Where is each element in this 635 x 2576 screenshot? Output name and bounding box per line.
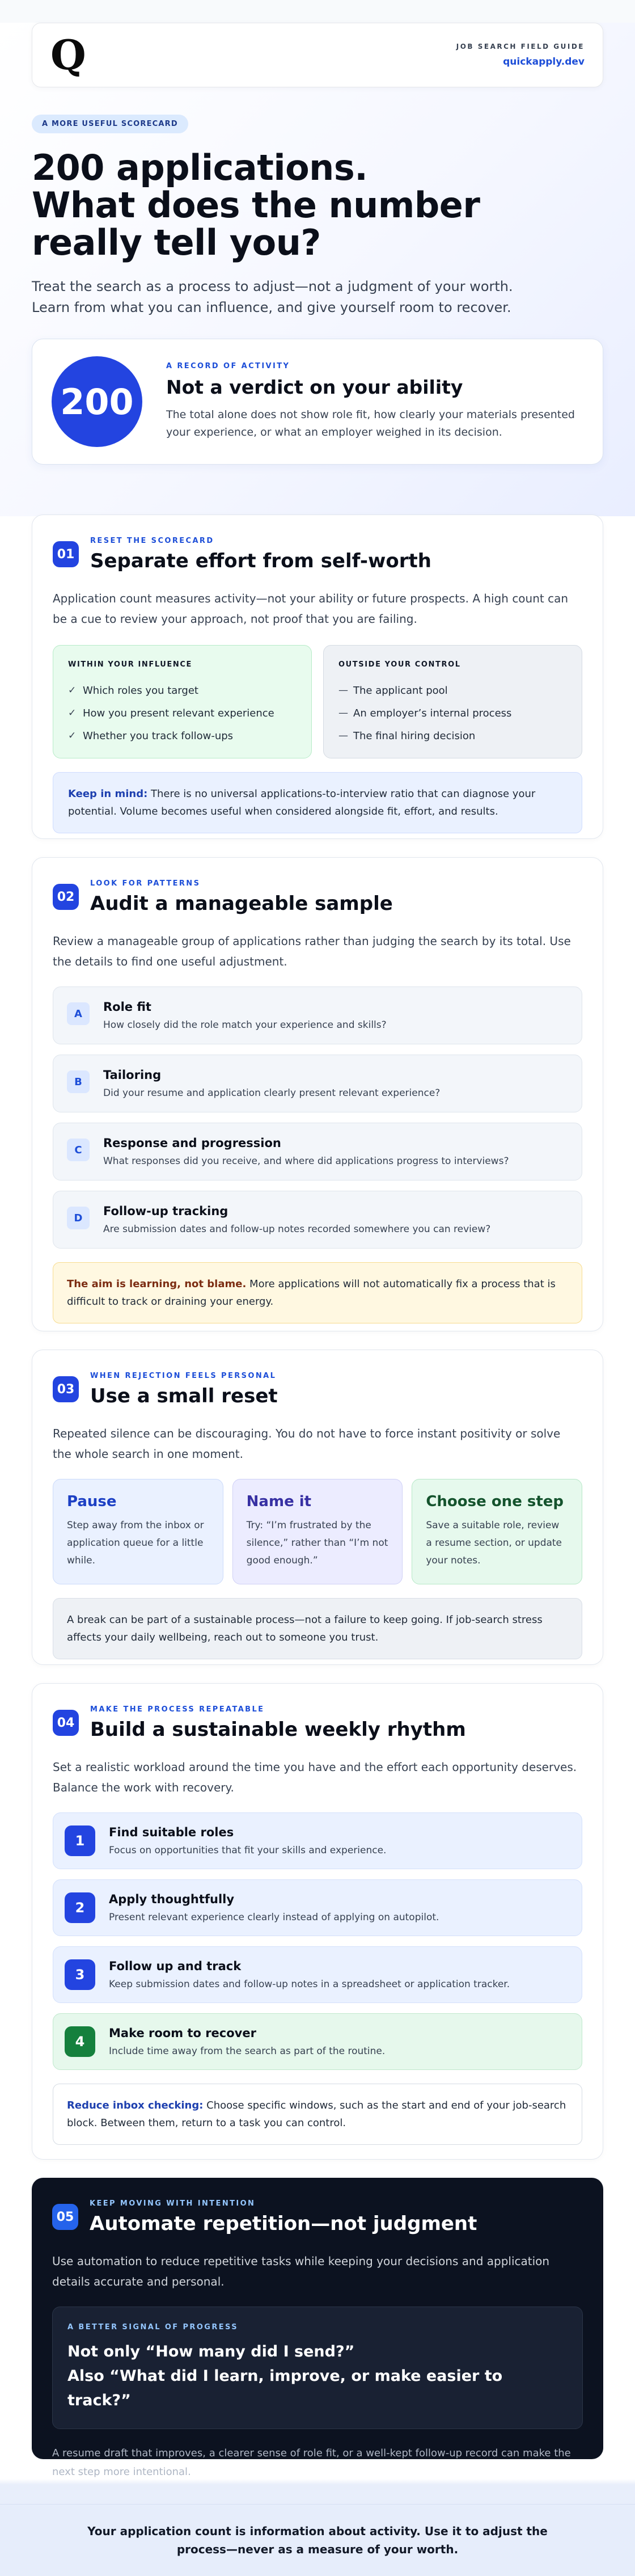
brand-kicker: JOB SEARCH FIELD GUIDE [456,43,585,50]
outside-control-box [323,645,582,758]
letter-chip: D [67,1207,90,1229]
step-desc: Focus on opportunities that fit your skills and experience. [109,1845,387,1856]
site-link[interactable]: quickapply.dev [503,56,585,68]
reset-card-pause [53,1479,223,1584]
section-number-badge: 03 [53,1376,79,1402]
learning-note [53,1262,582,1323]
section-automate [32,2178,603,2478]
section-kicker: MAKE THE PROCESS REPEATABLE [90,1705,265,1714]
list-item-text: The final hiring decision [353,730,476,742]
step-text [109,2026,385,2057]
section-intro: Set a realistic workload around the time you have and the effort each opportunity deserves. Balance the work with recovery. [53,1760,577,1794]
keep-in-mind-note [53,772,582,833]
section-kicker: LOOK FOR PATTERNS [90,879,201,888]
step-follow-up [53,1946,582,2003]
section-header [53,879,582,915]
hero-pill: A MORE USEFUL SCORECARD [32,115,188,133]
step-title: Make room to recover [109,2026,256,2040]
record-body: The total alone does not show role fit, how clearly your materials presented your experience, or what an employer weighed in its decision. [166,408,575,439]
section-intro: Use automation to reduce repetitive tasks while keeping your decisions and application details accurate and personal. [52,2254,550,2288]
card-title: Pause [67,1493,117,1510]
quote-line-2: Also “What did I learn, improve, or make easier to track?” [67,2367,503,2409]
list-item-text: Whether you track follow-ups [83,730,234,742]
quote-line-1: Not only “How many did I send?” [67,2343,355,2360]
section-small-reset [32,1350,603,1665]
dash-icon: — [338,730,348,741]
progress-kicker: A BETTER SIGNAL OF PROGRESS [67,2323,238,2332]
list-item-text: An employer’s internal process [353,707,512,719]
section-title: Use a small reset [90,1385,278,1407]
note-text: Choose specific windows, such as the start and end of your job-search block. Between them, return to a task you can control. [67,2099,566,2129]
note-text: There is no universal applications-to-interview ratio that can diagnose your potential. Volume becomes useful when considered alongside fit, effort, and results. [68,788,536,817]
hero-subtitle: Treat the search as a process to adjust—not a judgment of your worth. Learn from what you can influence, and give yourself room to recover. [32,279,513,315]
letter-chip: C [67,1139,90,1161]
section-titles [90,1372,278,1407]
item-title: Response and progression [103,1136,281,1150]
step-title: Follow up and track [109,1959,242,1973]
record-title: Not a verdict on your ability [166,376,463,398]
card-title: Choose one step [426,1493,564,1510]
note-lead: Keep in mind: [68,788,148,800]
section-intro: Application count measures activity—not your ability or future prospects. A high count can be a cue to review your approach, not proof that you are failing. [53,592,569,626]
section-title: Audit a manageable sample [90,892,393,915]
progress-quote [67,2339,568,2413]
list-item [68,702,297,724]
section-number-badge: 04 [53,1710,79,1736]
reset-card-one-step [412,1479,582,1584]
section-kicker: KEEP MOVING WITH INTENTION [90,2199,256,2208]
record-card [32,339,603,465]
section-titles [90,879,393,915]
audit-checklist [53,986,582,1249]
application-count-circle: 200 [52,356,142,447]
list-item [68,679,297,702]
hero-title-line-1: 200 applications. [32,147,368,188]
card-body: Step away from the inbox or application queue for a little while. [67,1520,204,1566]
note-lead: Reduce inbox checking: [67,2099,204,2111]
audit-item-response [53,1123,582,1181]
check-icon: ✓ [68,685,77,696]
page [0,23,635,2576]
dash-icon: — [338,685,348,696]
section-header [53,537,582,572]
letter-chip: B [67,1070,90,1093]
outside-control-label: OUTSIDE YOUR CONTROL [338,660,461,669]
step-recover [53,2013,582,2070]
check-icon: ✓ [68,707,77,719]
influence-columns [53,645,582,758]
inbox-note [53,2084,582,2145]
item-text [103,1204,490,1235]
step-number: 2 [65,1892,95,1923]
section-intro: Repeated silence can be discouraging. You do not have to force instant positivity or solve the whole search in one moment. [53,1427,561,1461]
audit-item-follow-up [53,1191,582,1249]
item-desc: What responses did you receive, and where did applications progress to interviews? [103,1156,509,1167]
audit-item-role-fit [53,986,582,1044]
step-apply [53,1879,582,1936]
list-item-text: How you present relevant experience [83,707,274,719]
list-item-text: Which roles you target [83,684,198,697]
section-titles [90,537,431,572]
list-item [68,724,297,747]
section-title: Build a sustainable weekly rhythm [90,1718,466,1741]
list-item [338,702,567,724]
note-text: More applications will not automatically fix a process that is difficult to track or draining your energy. [67,1278,556,1308]
card-title: Name it [246,1493,312,1510]
step-desc: Present relevant experience clearly instead of applying on autopilot. [109,1912,439,1923]
hero-title-line-2: What does the number [32,184,480,226]
reset-cards [53,1479,582,1584]
reset-card-name-it [232,1479,403,1584]
section-header [53,1705,582,1741]
brand-block [456,43,585,68]
break-note: A break can be part of a sustainable process—not a failure to keep going. If job-search stress affects your daily wellbeing, reach out to someone you trust. [53,1598,582,1659]
item-desc: How closely did the role match your experience and skills? [103,1019,387,1031]
within-influence-list [68,679,297,747]
hero-title-line-3: really tell you? [32,222,321,263]
list-item [338,724,567,747]
item-text [103,1136,509,1167]
step-number: 3 [65,1959,95,1990]
step-desc: Include time away from the search as part of the routine. [109,2046,386,2057]
section-reset-scorecard [32,515,603,839]
item-text [103,1068,440,1099]
note-lead: The aim is learning, not blame. [67,1278,247,1290]
item-desc: Are submission dates and follow-up notes recorded somewhere you can review? [103,1224,491,1235]
top-header [32,23,603,87]
list-item [338,679,567,702]
dash-icon: — [338,707,348,719]
item-text [103,1000,387,1031]
step-text [109,1892,439,1923]
section-titles [90,2199,477,2235]
section-title: Separate effort from self-worth [90,550,431,572]
section-footnote: A resume draft that improves, a clearer sense of role fit, or a well-kept follow-up record can make the next step more intentional. [52,2447,571,2478]
section-title: Automate repetition—not judgment [90,2212,477,2235]
within-influence-box [53,645,312,758]
item-title: Tailoring [103,1068,162,1082]
outside-control-list [338,679,567,747]
section-intro: Review a manageable group of applications rather than judging the search by its total. Use the details to find one useful adjustment. [53,934,571,968]
record-kicker: A RECORD OF ACTIVITY [166,362,290,370]
footer-text: Your application count is information about activity. Use it to adjust the process—never as a measure of your worth. [87,2524,548,2556]
section-number-badge: 01 [53,541,79,567]
section-weekly-rhythm [32,1683,603,2160]
card-body: Try: “I’m frustrated by the silence,” rather than “I’m not good enough.” [246,1520,388,1566]
record-text [166,362,583,441]
step-number: 1 [65,1825,95,1856]
audit-item-tailoring [53,1055,582,1112]
item-title: Follow-up tracking [103,1204,228,1218]
within-influence-label: WITHIN YOUR INFLUENCE [68,660,193,669]
section-number-badge: 05 [52,2204,78,2230]
progress-signal-box [52,2307,583,2429]
step-text [109,1825,386,1856]
step-title: Find suitable roles [109,1825,234,1839]
step-text [109,1959,510,1990]
logo[interactable]: Q [50,31,86,79]
item-title: Role fit [103,1000,151,1014]
step-desc: Keep submission dates and follow-up notes in a spreadsheet or application tracker. [109,1979,510,1990]
hero-title [32,149,603,262]
step-number: 4 [65,2026,95,2057]
section-number-badge: 02 [53,884,79,910]
section-titles [90,1705,466,1741]
content [0,23,635,2478]
step-find-roles [53,1812,582,1869]
check-icon: ✓ [68,730,77,741]
section-header [52,2199,583,2235]
section-kicker: RESET THE SCORECARD [90,537,214,545]
step-title: Apply thoughtfully [109,1892,235,1906]
card-body: Save a suitable role, review a resume section, or update your notes. [426,1520,562,1566]
letter-chip: A [67,1002,90,1025]
section-header [53,1372,582,1407]
page-footer [0,2504,635,2576]
section-audit-sample [32,857,603,1331]
item-desc: Did your resume and application clearly present relevant experience? [103,1087,441,1099]
section-kicker: WHEN REJECTION FEELS PERSONAL [90,1372,277,1380]
list-item-text: The applicant pool [353,684,448,697]
